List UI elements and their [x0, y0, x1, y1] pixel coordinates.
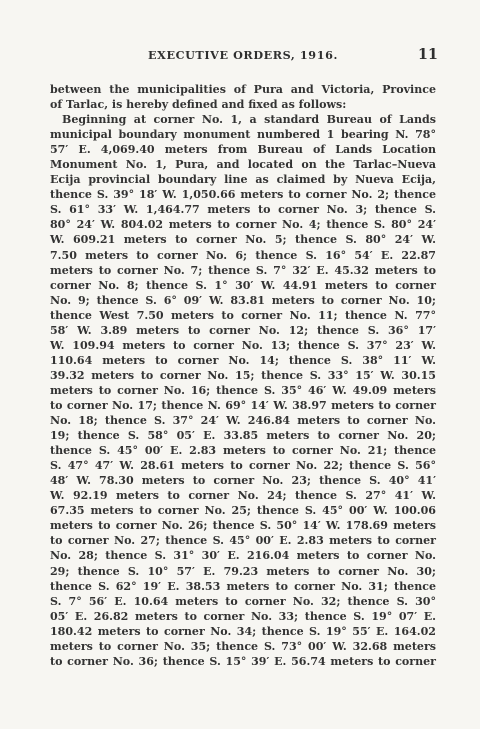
text-line: thence S. 62° 19′ E. 38.53 meters to corner No. 31; thence	[50, 579, 436, 593]
text-line: W. 609.21 meters to corner No. 5; thence S. 80° 24′ W.	[50, 233, 436, 247]
text-line: Monument No. 1, Pura, and located on the Tarlac–Nueva	[50, 158, 436, 172]
text-line: No. 18; thence S. 37° 24′ W. 246.84 meters to corner No.	[50, 414, 436, 428]
text-line: 180.42 meters to corner No. 34; thence S. 19° 55′ E. 164.02	[50, 624, 436, 638]
text-line: Beginning at corner No. 1, a standard Bureau of Lands	[62, 113, 436, 127]
text-line: 05′ E. 26.82 meters to corner No. 33; thence S. 19° 07′ E.	[50, 609, 436, 623]
text-line: W. 109.94 meters to corner No. 13; thence S. 37° 23′ W.	[50, 338, 436, 352]
text-line: 57′ E. 4,069.40 meters from Bureau of Lands Location	[50, 143, 436, 157]
text-line: No. 9; thence S. 6° 09′ W. 83.81 meters to corner No. 10;	[50, 293, 436, 307]
text-line: 29; thence S. 10° 57′ E. 79.23 meters to corner No. 30;	[50, 564, 436, 578]
text-line: 19; thence S. 58° 05′ E. 33.85 meters to corner No. 20;	[50, 429, 436, 443]
text-line: S. 47° 47′ W. 28.61 meters to corner No. 22; thence S. 56°	[50, 459, 436, 473]
text-line: meters to corner No. 35; thence S. 73° 00′ W. 32.68 meters	[50, 639, 436, 653]
body-text	[50, 82, 436, 669]
text-line: to corner No. 17; thence N. 69° 14′ W. 38.97 meters to corner	[50, 398, 436, 412]
text-line: 39.32 meters to corner No. 15; thence S. 33° 15′ W. 30.15	[50, 368, 436, 382]
text-line: No. 28; thence S. 31° 30′ E. 216.04 meters to corner No.	[50, 549, 436, 563]
text-line: 80° 24′ W. 804.02 meters to corner No. 4; thence S. 80° 24′	[50, 218, 436, 232]
text-line: thence West 7.50 meters to corner No. 11; thence N. 77°	[50, 308, 436, 322]
text-line: 48′ W. 78.30 meters to corner No. 23; thence S. 40° 41′	[50, 474, 436, 488]
text-line: thence S. 45° 00′ E. 2.83 meters to corner No. 21; thence	[50, 444, 436, 458]
text-line: to corner No. 27; thence S. 45° 00′ E. 2.83 meters to corner	[50, 534, 436, 548]
text-line: 7.50 meters to corner No. 6; thence S. 16° 54′ E. 22.87	[50, 248, 436, 262]
text-line: to corner No. 36; thence S. 15° 39′ E. 56.74 meters to corner	[50, 654, 436, 668]
document-page	[50, 46, 436, 669]
text-line: 110.64 meters to corner No. 14; thence S. 38° 11′ W.	[50, 353, 436, 367]
page-number: 11	[417, 46, 438, 63]
text-line: thence S. 39° 18′ W. 1,050.66 meters to corner No. 2; thence	[50, 188, 436, 202]
text-line: between the municipalities of Pura and Victoria, Province	[50, 83, 436, 96]
text-line: meters to corner No. 7; thence S. 7° 32′ E. 45.32 meters to	[50, 263, 436, 277]
text-line: corner No. 8; thence S. 1° 30′ W. 44.91 meters to corner	[50, 278, 436, 292]
running-title: EXECUTIVE ORDERS, 1916.	[148, 48, 338, 62]
text-line: 67.35 meters to corner No. 25; thence S. 45° 00′ W. 100.06	[50, 504, 436, 518]
text-line: of Tarlac, is hereby defined and fixed as follows:	[50, 98, 347, 112]
page-header	[50, 46, 436, 68]
text-line: 58′ W. 3.89 meters to corner No. 12; thence S. 36° 17′	[50, 323, 436, 337]
text-line: W. 92.19 meters to corner No. 24; thence S. 27° 41′ W.	[50, 489, 436, 503]
text-line: meters to corner No. 26; thence S. 50° 14′ W. 178.69 meters	[50, 519, 436, 533]
text-line: S. 7° 56′ E. 10.64 meters to corner No. 32; thence S. 30°	[50, 594, 436, 608]
text-line: Ecija provincial boundary line as claimed by Nueva Ecija,	[50, 173, 436, 187]
text-line: municipal boundary monument numbered 1 bearing N. 78°	[50, 128, 436, 142]
text-line: meters to corner No. 16; thence S. 35° 46′ W. 49.09 meters	[50, 383, 436, 397]
text-line: S. 61° 33′ W. 1,464.77 meters to corner No. 3; thence S.	[50, 203, 436, 217]
